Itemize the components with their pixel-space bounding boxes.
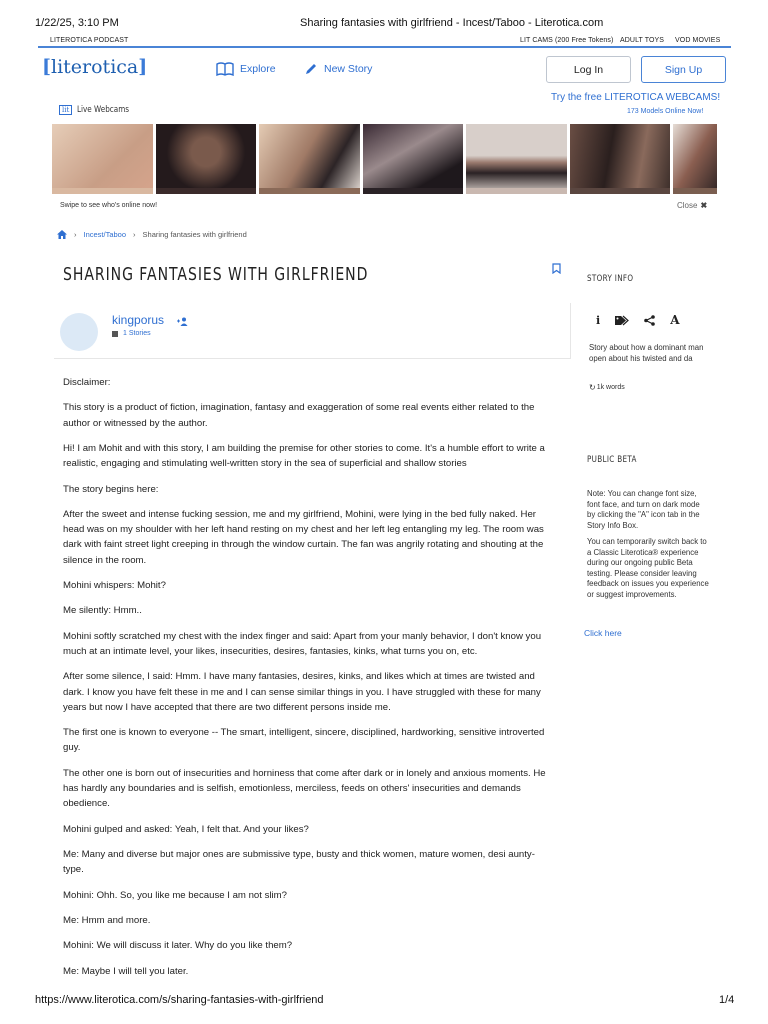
webcam-thumb[interactable]: [570, 124, 670, 194]
story-body: [63, 375, 555, 989]
home-icon[interactable]: [57, 230, 67, 239]
chevron-right-icon: ›: [133, 230, 136, 239]
new-story-link[interactable]: [304, 62, 372, 76]
signup-button[interactable]: Sign Up: [641, 56, 726, 83]
print-datetime: 1/22/25, 3:10 PM: [35, 17, 119, 29]
book-icon: [112, 331, 118, 337]
beta-classic-note: You can temporarily switch back to a Classic Literotica® experience during our ongoing public Beta testing. Please consider leaving feedback on issues you experience or suggest improvements.: [587, 537, 709, 599]
breadcrumb-current: Sharing fantasies with girlfriend: [142, 230, 247, 239]
story-paragraph: The story begins here:: [63, 483, 159, 495]
models-online-count: 173 Models Online Now!: [627, 108, 704, 115]
lit-badge-icon: lit: [59, 105, 72, 115]
vod-movies-link[interactable]: VOD MOVIES: [675, 37, 721, 44]
breadcrumb-category-link[interactable]: Incest/Taboo: [83, 230, 127, 239]
explore-label: Explore: [240, 63, 276, 75]
login-button[interactable]: Log In: [546, 56, 631, 83]
follow-user-icon[interactable]: [177, 317, 188, 326]
webcam-thumb[interactable]: [466, 124, 567, 194]
story-paragraph: Mohini: We will discuss it later. Why do you like them?: [63, 940, 293, 952]
close-label: Close: [677, 201, 698, 210]
nav-divider: [38, 46, 731, 48]
click-here-link[interactable]: Click here: [584, 628, 622, 638]
print-page-number: 1/4: [719, 994, 735, 1006]
word-count: ↻ 1k words: [589, 383, 625, 392]
webcam-thumb[interactable]: [259, 124, 360, 194]
breadcrumb: [57, 230, 247, 239]
print-page-title: Sharing fantasies with girlfriend - Incest/Taboo - Literotica.com: [300, 17, 604, 29]
story-title: SHARING FANTASIES WITH GIRLFRIEND: [63, 264, 369, 285]
story-paragraph: The first one is known to everyone -- The smart, intelligent, sincere, disciplined, hardworking, sensitive introverted guy.: [63, 727, 545, 754]
refresh-icon: ↻: [589, 383, 596, 392]
story-paragraph: Me: Many and diverse but major ones are submissive type, busty and thick women, mature women, desi aunty-type.: [63, 848, 535, 876]
lit-cams-link[interactable]: LIT CAMS (200 Free Tokens): [520, 37, 614, 44]
chevron-right-icon: ›: [74, 230, 77, 239]
story-paragraph: Mohini gulped and asked: Yeah, I felt that. And your likes?: [63, 823, 309, 835]
beta-note: Note: You can change font size, font face, and turn on dark mode by clicking the "A" icon tab in the Story Info Box.: [587, 489, 700, 530]
swipe-hint: Swipe to see who's online now!: [60, 202, 158, 209]
live-webcams-label: lit Live Webcams: [59, 105, 138, 115]
webcam-thumb[interactable]: [52, 124, 153, 194]
avatar[interactable]: [60, 313, 98, 351]
story-paragraph: After the sweet and intense fucking session, me and my girlfriend, Mohini, were lying in the bed fully naked. Her head was on my shoulder with her left hand resting on my chest and her left leg entangling my leg. The room was dark with faint street light creeping in through the window curtain. The fan was angrily rotating and shouting at the silence in the room.: [63, 508, 544, 566]
new-story-label: New Story: [324, 63, 373, 75]
site-logo[interactable]: [literotica]: [42, 56, 148, 78]
story-paragraph: After some silence, I said: Hmm. I have many fantasies, desires, kinks, and likes which at times are twisted and dark. I know you have felt these in me and I can sense similar things in you. I have struggled with these for many years but now I have accepted that there are two different persons inside me.: [63, 671, 541, 713]
share-icon[interactable]: [644, 315, 655, 326]
font-settings-icon[interactable]: A: [670, 313, 680, 327]
webcams-close-button[interactable]: [677, 201, 707, 210]
story-description: Story about how a dominant man open about his twisted and da: [589, 343, 704, 363]
story-paragraph: This story is a product of fiction, imagination, fantasy and exaggeration of some real events either related to the author or witnessed by the author.: [63, 402, 535, 429]
story-paragraph: The other one is born out of insecurities and horniness that come after dark or in lonely and anxious moments. He has hardly any boundaries and is selfish, emotionless, merciless, feeds on others' insecurities and demands obedience.: [63, 767, 546, 810]
webcams-promo-link[interactable]: Try the free LITEROTICA WEBCAMS!: [551, 92, 721, 103]
info-icon[interactable]: i: [596, 313, 601, 327]
explore-link[interactable]: [216, 62, 276, 76]
podcast-link[interactable]: LITEROTICA PODCAST: [50, 37, 129, 44]
bookmark-icon[interactable]: [552, 263, 561, 274]
adult-toys-link[interactable]: ADULT TOYS: [620, 37, 665, 44]
story-paragraph: Mohini whispers: Mohit?: [63, 579, 166, 591]
story-paragraph: Me: Maybe I will tell you later.: [63, 965, 189, 977]
story-info-tabs: [596, 313, 680, 327]
story-paragraph: Mohini softly scratched my chest with the index finger and said: Apart from your manly behavior, I don't know you much at an intimate level, your likes, insecurities, desires, fantasies, kinks, what turns you on, etc.: [63, 630, 542, 657]
author-name-link[interactable]: kingporus: [112, 313, 165, 327]
webcam-strip[interactable]: [52, 124, 717, 194]
story-paragraph: Me: Hmm and more.: [63, 914, 151, 926]
tags-icon[interactable]: [615, 315, 629, 326]
story-paragraph: Me silently: Hmm..: [63, 605, 142, 617]
webcam-thumb[interactable]: [156, 124, 256, 194]
book-icon: [216, 62, 234, 76]
story-paragraph: Hi! I am Mohit and with this story, I am building the premise for other stories to come. It's a humble effort to write a realistic, engaging and stimulating well-written story in the sea of superficial and shallow stories: [63, 442, 545, 470]
close-icon: ✖: [700, 201, 708, 210]
pencil-icon: [304, 62, 318, 76]
print-url: https://www.literotica.com/s/sharing-fantasies-with-girlfriend: [35, 994, 324, 1006]
public-beta-heading: PUBLIC BETA: [587, 455, 637, 465]
story-paragraph: Mohini: Ohh. So, you like me because I am not slim?: [63, 889, 287, 901]
webcam-thumb[interactable]: [673, 124, 717, 194]
story-info-heading: STORY INFO: [587, 274, 634, 284]
webcam-thumb[interactable]: [363, 124, 463, 194]
story-paragraph: Disclaimer:: [63, 377, 111, 388]
author-stories-count[interactable]: 1 Stories: [112, 330, 151, 337]
